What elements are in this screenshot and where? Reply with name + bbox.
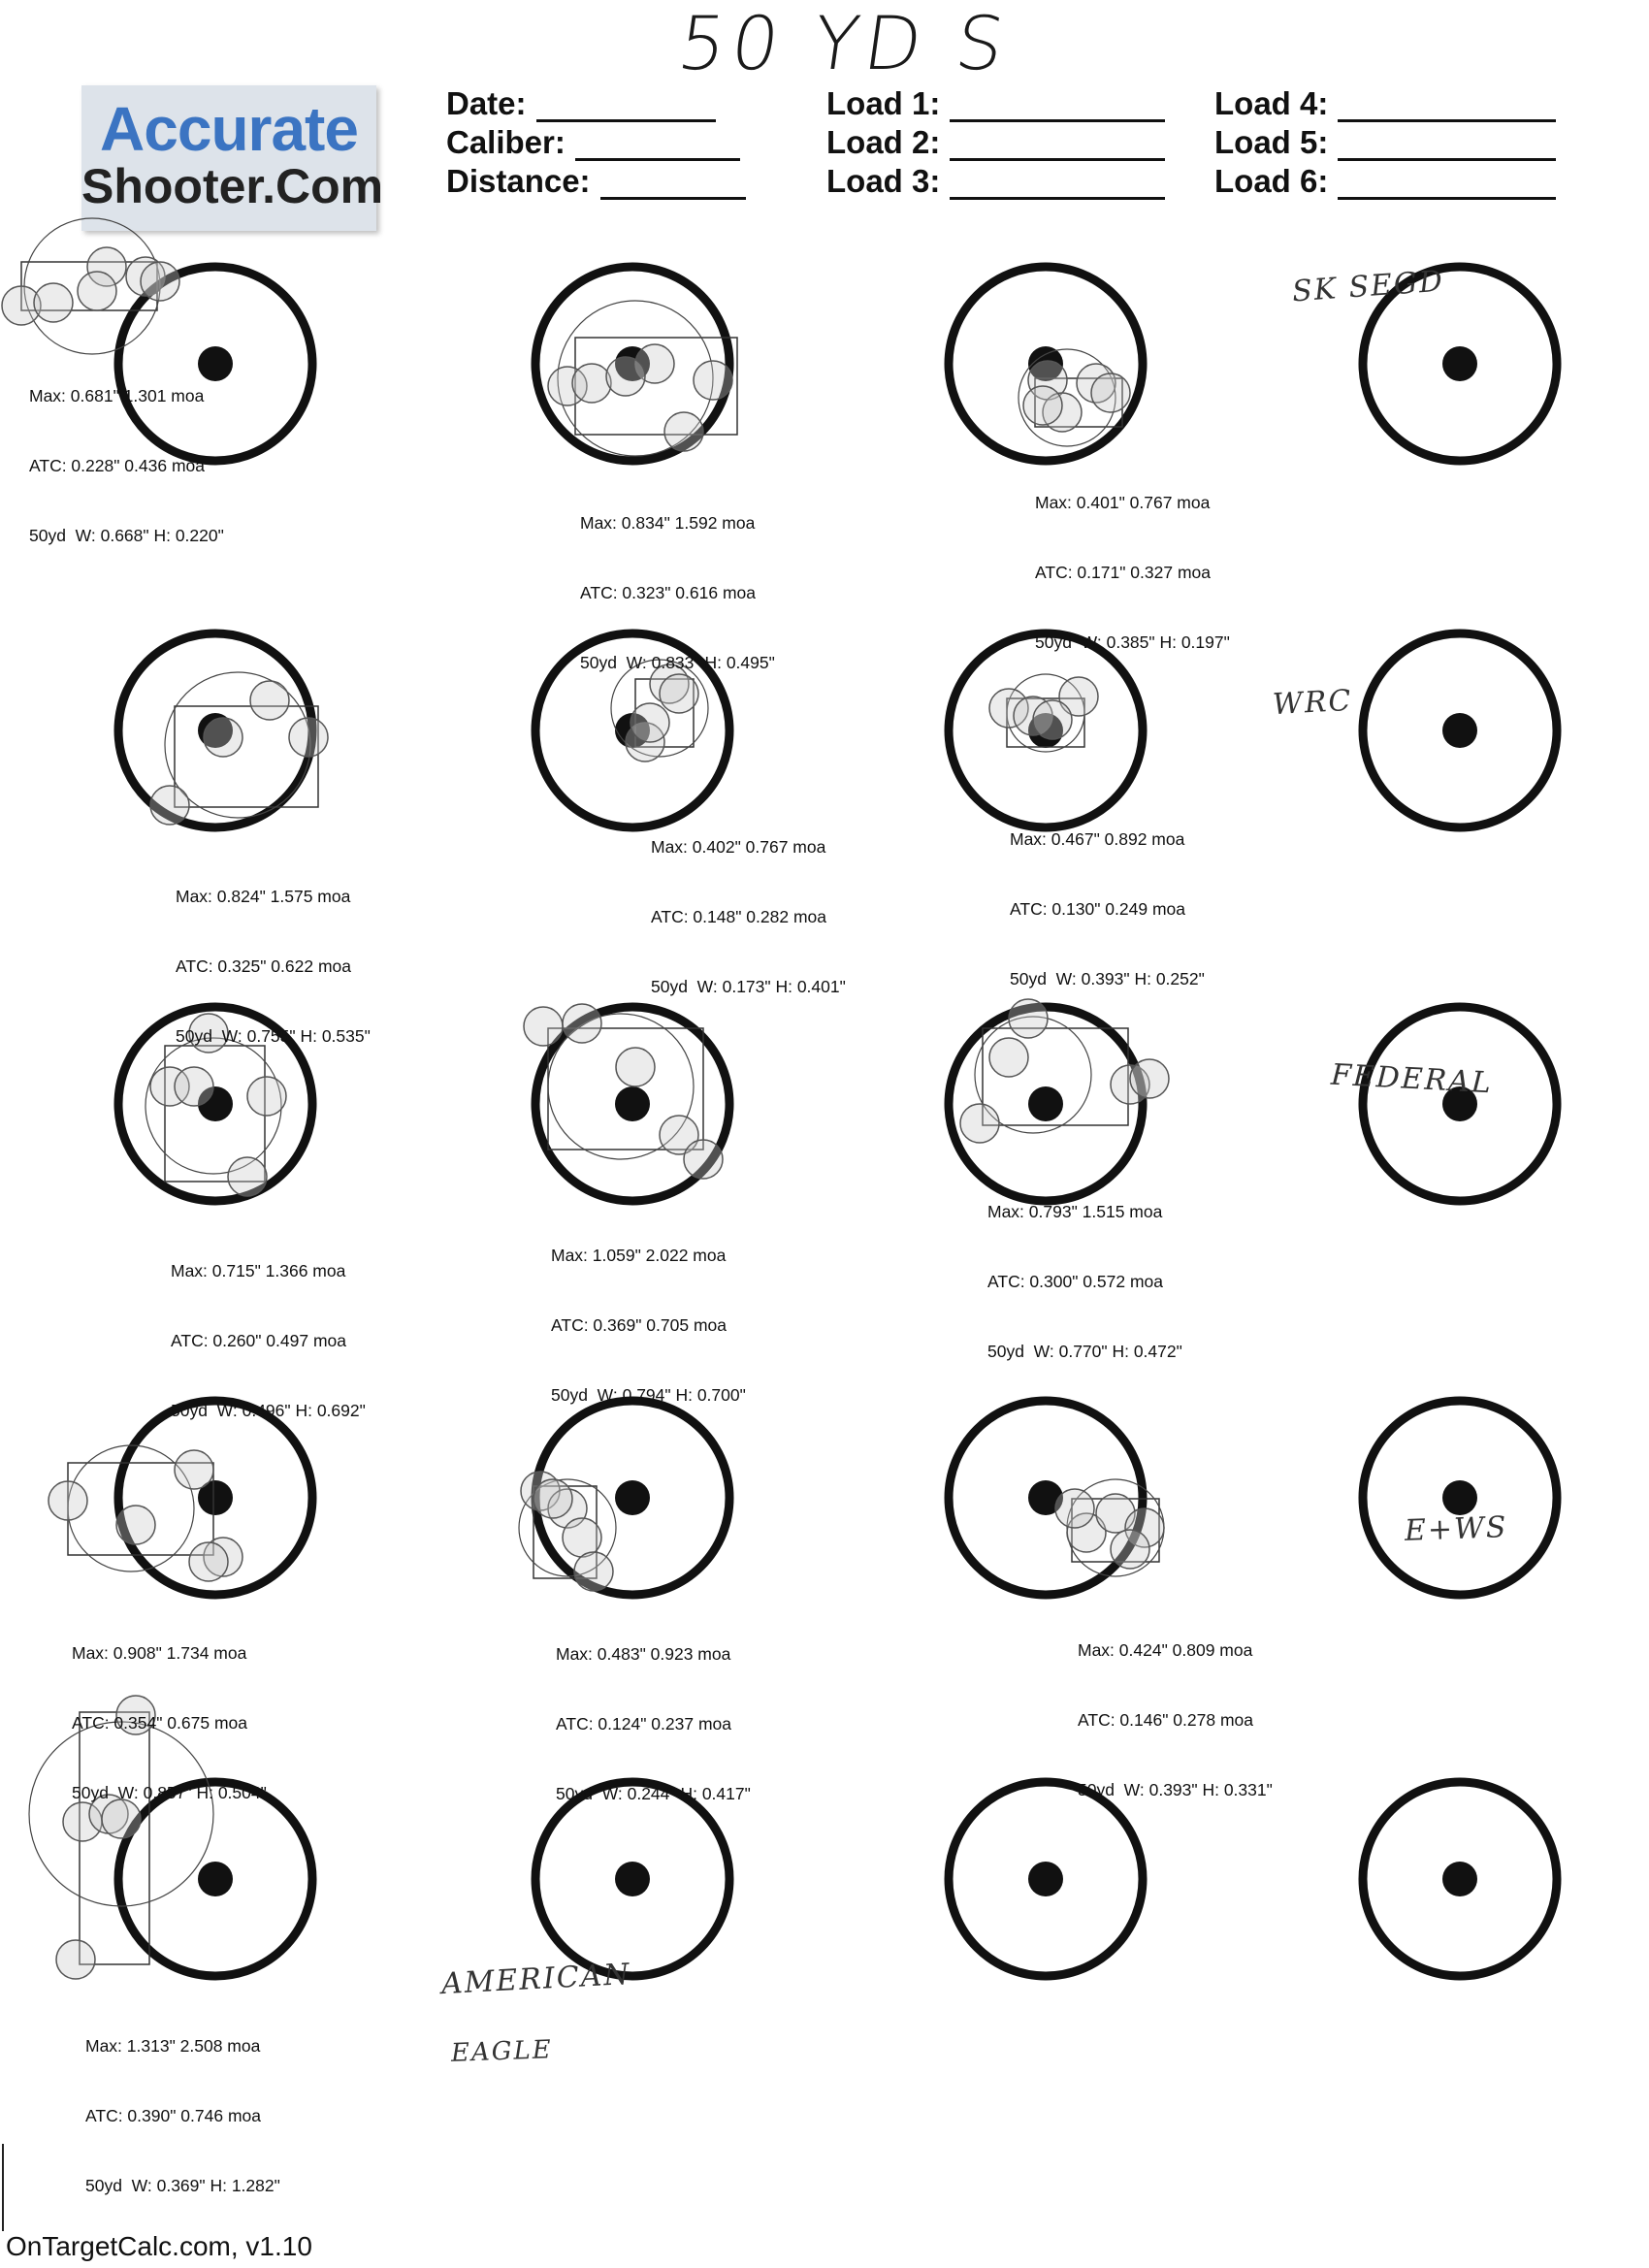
shot-hole — [175, 1067, 213, 1106]
load-1-label: Load 1: — [826, 85, 941, 121]
group-11-max: Max: 0.483" 0.923 moa — [556, 1644, 731, 1664]
shot-hole — [616, 1048, 655, 1086]
group-3-size: 50yd W: 0.385" H: 0.197" — [1035, 632, 1230, 652]
group-13-max: Max: 1.313" 2.508 moa — [85, 2036, 261, 2056]
logo-line-1: Accurate — [100, 94, 358, 164]
shot-group-overlay-2 — [548, 301, 737, 456]
group-10-max: Max: 0.908" 1.734 moa — [72, 1643, 247, 1663]
group-3-atc: ATC: 0.171" 0.327 moa — [1035, 563, 1211, 582]
group-stats-12 — [1078, 1592, 1273, 1825]
group-8-max: Max: 1.059" 2.022 moa — [551, 1246, 727, 1265]
target-bullseye — [615, 1480, 650, 1515]
group-stats-11 — [556, 1596, 751, 1829]
shot-hole — [1130, 1059, 1169, 1098]
group-stats-7 — [171, 1213, 366, 1445]
shot-hole — [524, 1007, 563, 1046]
group-stats-8 — [551, 1197, 746, 1430]
group-9-max: Max: 0.793" 1.515 moa — [987, 1202, 1163, 1221]
shot-hole — [48, 1481, 87, 1520]
date-label: Date: — [446, 85, 527, 121]
group-8-size: 50yd W: 0.794" H: 0.700" — [551, 1385, 746, 1405]
group-12-max: Max: 0.424" 0.809 moa — [1078, 1640, 1253, 1660]
handwritten-note-1: SK SEGD — [1290, 264, 1445, 309]
group-4-atc: ATC: 0.325" 0.622 moa — [176, 956, 351, 976]
shot-hole — [989, 1038, 1028, 1077]
distance-label: Distance: — [446, 163, 591, 199]
shot-hole — [1033, 700, 1072, 739]
group-9-size: 50yd W: 0.770" H: 0.472" — [987, 1342, 1182, 1361]
group-2-atc: ATC: 0.323" 0.616 moa — [580, 583, 756, 602]
target-bullseye — [1442, 1862, 1477, 1896]
shot-hole — [563, 1518, 601, 1557]
group-stats-1 — [29, 338, 224, 570]
shot-hole — [534, 1479, 572, 1518]
target-bullseye — [1028, 1862, 1063, 1896]
target-12 — [1363, 1007, 1557, 1201]
target-bullseye — [1442, 346, 1477, 381]
handwritten-note-4: E+WS — [1404, 1510, 1509, 1548]
shot-hole — [141, 262, 179, 301]
shot-hole — [574, 1552, 613, 1591]
shot-hole — [247, 1077, 286, 1116]
group-13-size: 50yd W: 0.369" H: 1.282" — [85, 2176, 280, 2195]
shot-hole — [56, 1940, 95, 1979]
shot-hole — [630, 703, 669, 742]
load-3-label: Load 3: — [826, 163, 941, 199]
group-10-atc: ATC: 0.354" 0.675 moa — [72, 1713, 247, 1733]
load-5-label: Load 5: — [1214, 124, 1329, 160]
handwritten-note-3: FEDERAL — [1330, 1057, 1494, 1101]
group-stats-3 — [1035, 444, 1230, 677]
group-2-size: 50yd W: 0.833" H: 0.495" — [580, 653, 775, 672]
logo-line-2: Shooter.Com — [81, 159, 384, 213]
footer-credit: OnTargetCalc.com, v1.10 — [6, 2231, 312, 2261]
load-4-label: Load 4: — [1214, 85, 1329, 121]
load-2-label: Load 2: — [826, 124, 941, 160]
group-stats-6 — [1010, 781, 1205, 1014]
group-1-atc: ATC: 0.228" 0.436 moa — [29, 456, 205, 475]
page-edge-mark — [2, 2144, 4, 2231]
group-13-atc: ATC: 0.390" 0.746 moa — [85, 2106, 261, 2125]
load-6-label: Load 6: — [1214, 163, 1329, 199]
shot-hole — [189, 1542, 228, 1581]
target-bullseye — [615, 1086, 650, 1121]
shot-hole — [694, 361, 732, 400]
group-4-size: 50yd W: 0.755" H: 0.535" — [176, 1026, 371, 1046]
handwritten-note-5a: AMERICAN — [440, 1957, 632, 2002]
group-stats-13 — [85, 1988, 280, 2220]
group-9-atc: ATC: 0.300" 0.572 moa — [987, 1272, 1163, 1291]
group-1-size: 50yd W: 0.668" H: 0.220" — [29, 526, 224, 545]
group-11-atc: ATC: 0.124" 0.237 moa — [556, 1714, 731, 1733]
group-8-atc: ATC: 0.369" 0.705 moa — [551, 1315, 727, 1335]
group-6-max: Max: 0.467" 0.892 moa — [1010, 829, 1185, 849]
group-stats-5 — [651, 789, 846, 1021]
caliber-label: Caliber: — [446, 124, 566, 160]
group-12-atc: ATC: 0.146" 0.278 moa — [1078, 1710, 1253, 1730]
group-6-atc: ATC: 0.130" 0.249 moa — [1010, 899, 1185, 919]
shot-hole — [1023, 386, 1062, 425]
page-title: 50 YD S — [672, 0, 1016, 86]
shot-hole — [664, 412, 703, 451]
shot-hole — [34, 283, 73, 322]
group-7-atc: ATC: 0.260" 0.497 moa — [171, 1331, 346, 1350]
shot-hole — [563, 1004, 601, 1043]
group-6-size: 50yd W: 0.393" H: 0.252" — [1010, 969, 1205, 988]
shot-hole — [1091, 373, 1130, 412]
group-10-size: 50yd W: 0.857" H: 0.504" — [72, 1783, 267, 1802]
target-bullseye — [198, 1862, 233, 1896]
shot-hole — [572, 364, 611, 403]
shot-hole — [250, 681, 289, 720]
group-11-size: 50yd W: 0.244" H: 0.417" — [556, 1784, 751, 1803]
shot-hole — [204, 718, 242, 757]
shot-hole — [78, 272, 116, 310]
target-bullseye — [1028, 1086, 1063, 1121]
group-stats-4 — [176, 838, 371, 1071]
shot-hole — [175, 1450, 213, 1489]
shot-hole — [228, 1157, 267, 1196]
handwritten-note-5b: EAGLE — [450, 2035, 554, 2068]
group-7-max: Max: 0.715" 1.366 moa — [171, 1261, 346, 1280]
group-stats-10 — [72, 1595, 267, 1828]
group-7-size: 50yd W: 0.496" H: 0.692" — [171, 1401, 366, 1420]
group-5-max: Max: 0.402" 0.767 moa — [651, 837, 826, 857]
group-2-max: Max: 0.834" 1.592 moa — [580, 513, 756, 533]
shot-hole — [1055, 1489, 1094, 1528]
target-8 — [1363, 633, 1557, 827]
group-5-size: 50yd W: 0.173" H: 0.401" — [651, 977, 846, 996]
group-1-max: Max: 0.681" 1.301 moa — [29, 386, 205, 405]
shot-group-overlay-1 — [2, 218, 179, 354]
shot-hole — [1111, 1530, 1149, 1569]
shot-hole — [606, 357, 645, 396]
group-5-atc: ATC: 0.148" 0.282 moa — [651, 907, 826, 926]
shot-hole — [289, 718, 328, 757]
target-20 — [1363, 1782, 1557, 1976]
target-16 — [1363, 1401, 1557, 1595]
group-stats-2 — [580, 465, 775, 697]
group-stats-9 — [987, 1153, 1182, 1386]
shot-hole — [150, 786, 189, 825]
target-bullseye — [615, 1862, 650, 1896]
shot-group-overlay-12 — [1055, 1479, 1164, 1576]
group-3-max: Max: 0.401" 0.767 moa — [1035, 493, 1211, 512]
shot-hole — [684, 1140, 723, 1179]
group-4-max: Max: 0.824" 1.575 moa — [176, 887, 351, 906]
target-bullseye — [1442, 713, 1477, 748]
target-bullseye — [1442, 1480, 1477, 1515]
handwritten-note-2: WRC — [1272, 683, 1354, 723]
group-12-size: 50yd W: 0.393" H: 0.331" — [1078, 1780, 1273, 1799]
shot-hole — [960, 1104, 999, 1143]
shot-hole — [116, 1506, 155, 1544]
